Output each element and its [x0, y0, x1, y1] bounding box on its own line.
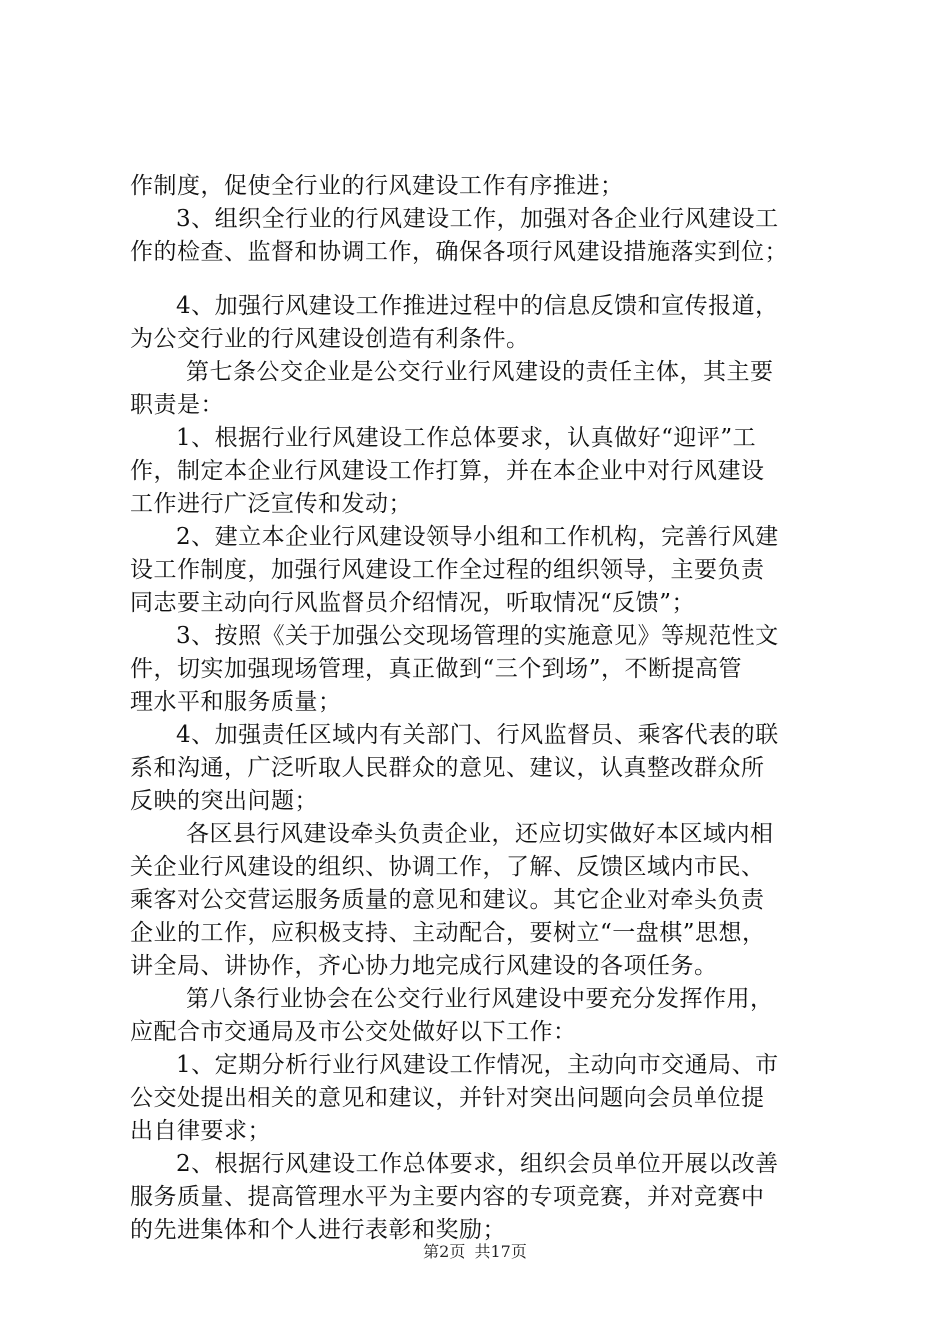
text-line: 乘客对公交营运服务质量的意见和建议。其它企业对牵头负责 — [130, 887, 765, 913]
text-line: 第八条行业协会在公交行业行风建设中要充分发挥作用， — [186, 986, 774, 1012]
text-line: 1、根据行业行风建设工作总体要求，认真做好“迎评”工 — [176, 425, 757, 451]
text-line: 出自律要求； — [130, 1118, 271, 1144]
text-line: 设工作制度，加强行风建设工作全过程的组织领导，主要负责 — [130, 557, 765, 583]
text-line: 各区县行风建设牵头负责企业，还应切实做好本区域内相 — [186, 821, 774, 847]
text-line: 系和沟通，广泛听取人民群众的意见、建议，认真整改群众所 — [130, 755, 765, 781]
text-line: 服务质量、提高管理水平为主要内容的专项竞赛，并对竞赛中 — [130, 1184, 765, 1210]
text-line: 2、建立本企业行风建设领导小组和工作机构，完善行风建 — [176, 524, 779, 550]
text-line: 反映的突出问题； — [130, 788, 318, 814]
text-line: 应配合市交通局及市公交处做好以下工作： — [130, 1019, 577, 1045]
paragraph-gap — [130, 269, 830, 290]
text-line: 企业的工作，应积极支持、主动配合，要树立“一盘棋”思想， — [130, 920, 766, 946]
text-line: 2、根据行风建设工作总体要求，组织会员单位开展以改善 — [176, 1151, 779, 1177]
text-line: 件，切实加强现场管理，真正做到“三个到场”，不断提高管 — [130, 656, 743, 682]
text-line: 为公交行业的行风建设创造有利条件。 — [130, 326, 530, 352]
text-line: 工作进行广泛宣传和发动； — [130, 491, 412, 517]
text-line: 3、组织全行业的行风建设工作，加强对各企业行风建设工 — [176, 206, 779, 232]
text-line: 讲全局、讲协作，齐心协力地完成行风建设的各项任务。 — [130, 953, 718, 979]
text-line: 作，制定本企业行风建设工作打算，并在本企业中对行风建设 — [130, 458, 765, 484]
text-line: 理水平和服务质量； — [130, 689, 342, 715]
text-line: 同志要主动向行风监督员介绍情况，听取情况“反馈”； — [130, 590, 696, 616]
text-line: 作的检查、监督和协调工作，确保各项行风建设措施落实到位； — [130, 239, 788, 265]
text-line: 第七条公交企业是公交行业行风建设的责任主体，其主要 — [186, 359, 774, 385]
text-line: 公交处提出相关的意见和建议，并针对突出问题向会员单位提 — [130, 1085, 765, 1111]
text-line: 4、加强行风建设工作推进过程中的信息反馈和宣传报道， — [176, 293, 779, 319]
page-footer — [0, 1242, 950, 1262]
text-line: 4、加强责任区域内有关部门、行风监督员、乘客代表的联 — [176, 722, 779, 748]
text-line: 职责是： — [130, 392, 224, 418]
document-body — [130, 170, 830, 1247]
total-pages: 共17页 — [474, 1242, 527, 1261]
text-line: 3、按照《关于加强公交现场管理的实施意见》等规范性文 — [176, 623, 779, 649]
text-line: 的先进集体和个人进行表彰和奖励； — [130, 1217, 506, 1243]
text-line: 关企业行风建设的组织、协调工作，了解、反馈区域内市民、 — [130, 854, 765, 880]
page-number: 第2页 — [423, 1242, 466, 1261]
text-line: 作制度，促使全行业的行风建设工作有序推进； — [130, 173, 624, 199]
text-line: 1、定期分析行业行风建设工作情况，主动向市交通局、市 — [176, 1052, 779, 1078]
